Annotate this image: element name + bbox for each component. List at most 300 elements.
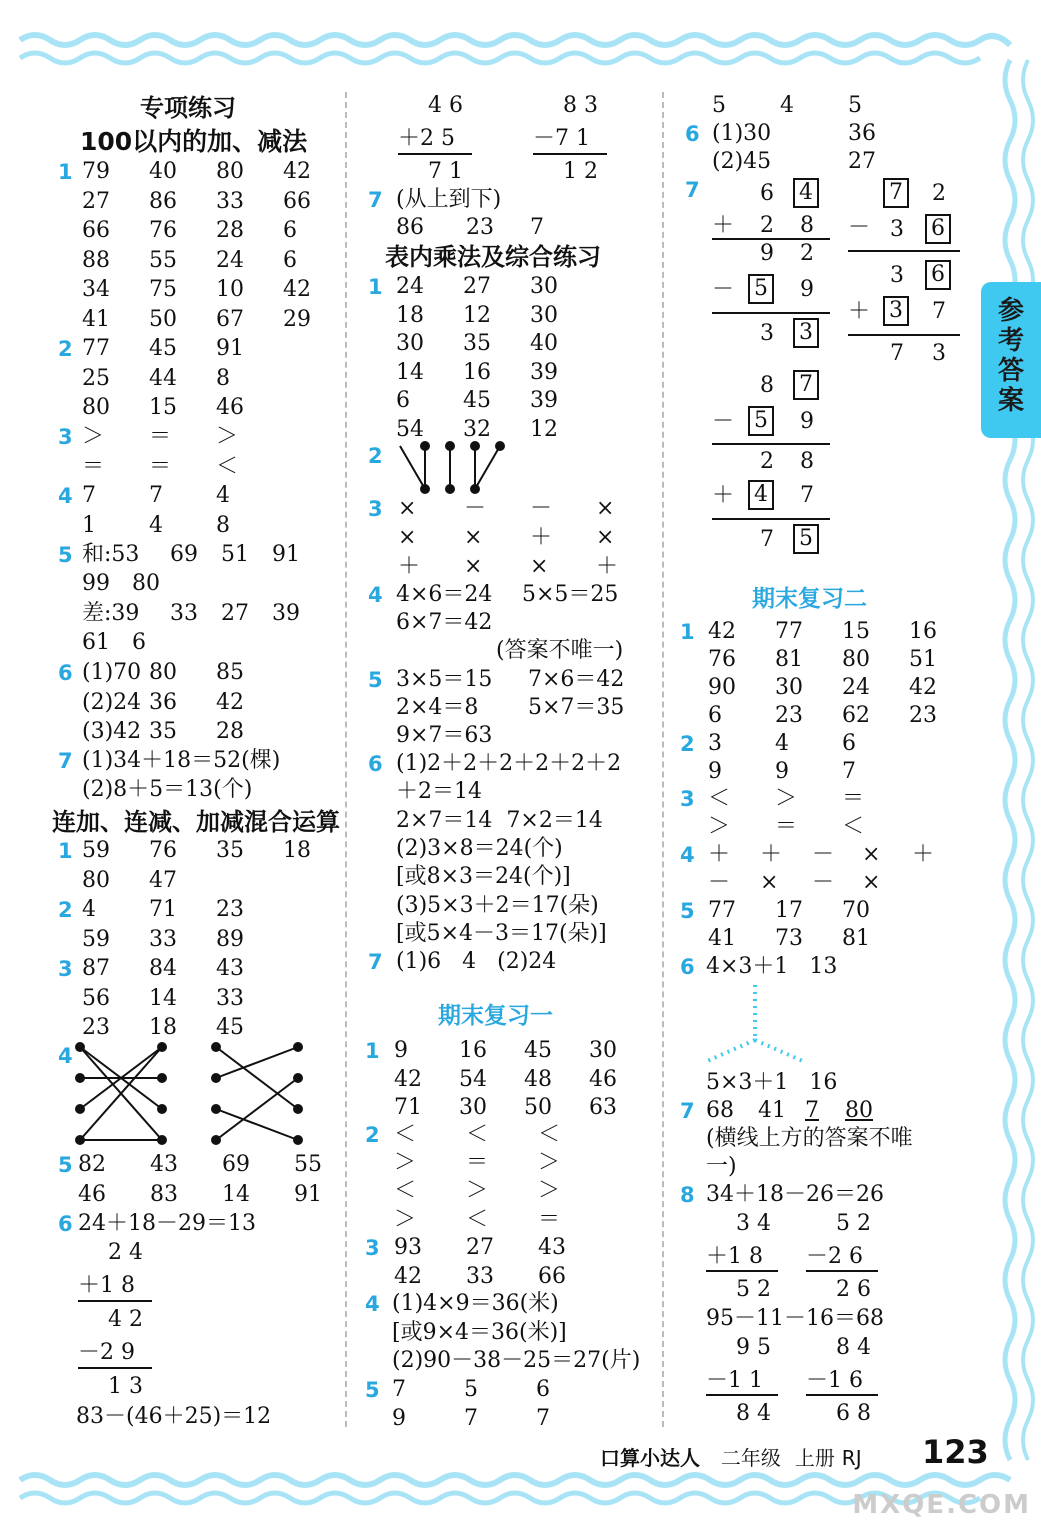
- r1-cell: 45: [524, 1038, 552, 1063]
- footer-info: 口算小达人 二年级 上册 RJ: [600, 1446, 862, 1470]
- q1-cell: 10: [216, 277, 244, 302]
- q7-note: (从上到下): [396, 187, 502, 212]
- q1-cell: 66: [283, 188, 311, 214]
- q1-cell: 50: [149, 306, 177, 332]
- calc: －1 6: [806, 1368, 863, 1393]
- q6-line: [或8×3＝24(个)]: [396, 864, 571, 890]
- calc: －2 6: [806, 1244, 863, 1269]
- q1-cell: 66: [82, 218, 110, 243]
- r3-cell: 66: [538, 1263, 566, 1289]
- q3-symbol: ×: [398, 496, 417, 521]
- q3-symbol: －: [464, 496, 487, 521]
- question-number: 7: [685, 178, 700, 202]
- question-number: 6: [58, 1212, 73, 1236]
- calc-rule: [712, 518, 830, 520]
- r2-cell: ＞: [538, 1150, 561, 1176]
- q5-cell: 51: [221, 542, 249, 567]
- question-number: 1: [58, 839, 73, 863]
- q1-cell: 33: [216, 188, 244, 214]
- r2-cell: ＜: [466, 1122, 489, 1147]
- question-number: 1: [368, 275, 383, 299]
- r1-cell: 23: [775, 703, 803, 728]
- r7-cell: 68: [706, 1098, 734, 1123]
- boxed-digit: [748, 480, 774, 510]
- calc: 8 4: [836, 1335, 871, 1360]
- r2-cell: 7: [842, 759, 856, 784]
- q7-cell: 23: [466, 215, 494, 240]
- q2-cell: 45: [149, 336, 177, 361]
- q1-cell: 67: [216, 306, 244, 332]
- r1-cell: 15: [842, 619, 870, 644]
- q7-cell: 7: [530, 215, 544, 240]
- calc: －: [712, 409, 735, 434]
- calc: ＋: [712, 483, 735, 508]
- q6-cell: 36: [848, 121, 876, 146]
- question-number: 2: [365, 1123, 380, 1147]
- q6-cell: (3)42: [82, 719, 142, 744]
- q4-cell: 1: [82, 512, 96, 538]
- boxed-digit: [748, 274, 774, 304]
- r2-cell: ＞: [394, 1206, 417, 1232]
- q2-cell: 77: [82, 336, 110, 361]
- s2q3-cell: 43: [216, 956, 244, 981]
- r3-cell: ＜: [708, 786, 731, 811]
- calc: 83－(46＋25)＝12: [76, 1404, 272, 1429]
- calc-rule: [706, 1394, 778, 1396]
- calc: 3: [760, 321, 774, 346]
- question-number: 5: [680, 899, 695, 923]
- calc: 8: [760, 373, 774, 398]
- calc: ＋: [712, 213, 735, 238]
- calc: 7: [760, 527, 774, 552]
- question-number: 1: [58, 160, 73, 184]
- answer-box: 3: [793, 318, 819, 348]
- q4-note: (答案不唯一): [496, 638, 624, 663]
- s2q3-cell: 84: [149, 956, 177, 981]
- s2q5-cell: 83: [150, 1181, 178, 1207]
- answer-box: 7: [793, 370, 819, 400]
- q1-cell: 12: [463, 302, 491, 328]
- question-number: 6: [58, 661, 73, 685]
- s2q3-cell: 33: [216, 985, 244, 1011]
- calc: 24＋18－29＝13: [78, 1211, 256, 1236]
- calc: 4 6: [428, 93, 463, 118]
- r6-line: 5×3＋1 16: [706, 1070, 838, 1095]
- q2-cell: 8: [216, 365, 230, 391]
- q1-cell: 30: [396, 331, 424, 356]
- calc: 2: [932, 181, 946, 206]
- question-number: 4: [680, 843, 695, 867]
- r5-cell: 81: [842, 926, 870, 951]
- matching-lines-4: [76, 1043, 302, 1144]
- r2-cell: ＞: [466, 1178, 489, 1204]
- r1-cell: 24: [842, 675, 870, 700]
- question-number: 2: [58, 337, 73, 361]
- q2-cell: 46: [216, 395, 244, 420]
- question-number: 3: [58, 957, 73, 981]
- answer-box: 5: [793, 524, 819, 554]
- question-number: 7: [368, 950, 383, 974]
- calc-rule: [398, 153, 472, 155]
- s2q2-cell: 33: [149, 926, 177, 952]
- calc-rule: [78, 1367, 152, 1369]
- r3-cell: 93: [394, 1235, 422, 1260]
- r7-note: 一): [706, 1154, 737, 1179]
- r3-cell: ＞: [708, 814, 731, 839]
- question-number: 8: [680, 1183, 695, 1207]
- r7-cell: 7: [805, 1098, 819, 1123]
- s2q1-cell: 35: [216, 838, 244, 863]
- r1-cell: 90: [708, 675, 736, 700]
- r5-cell: 7: [464, 1405, 478, 1431]
- q4-cell: 7: [82, 483, 96, 508]
- calc: 7: [800, 483, 814, 508]
- calc: 1 3: [108, 1374, 143, 1399]
- q4-cell: 4: [149, 512, 163, 538]
- q1-cell: 27: [463, 274, 491, 299]
- r1-cell: 9: [394, 1038, 408, 1063]
- q6-line: (2)3×8＝24(个): [396, 835, 563, 861]
- s2q1-cell: 47: [149, 867, 177, 893]
- q3-symbol: ×: [464, 554, 483, 579]
- r4-symbol: ＋: [912, 842, 935, 867]
- q6-line: (1)2＋2＋2＋2＋2＋2: [396, 751, 622, 776]
- calc-rule: [706, 1270, 778, 1272]
- calc: 2: [760, 449, 774, 474]
- question-number: 4: [368, 583, 383, 607]
- question-number: 3: [680, 787, 695, 811]
- q5-cell: 80: [132, 571, 160, 596]
- r5-cell: 77: [708, 898, 736, 923]
- q1-cell: 18: [396, 302, 424, 328]
- r3-cell: 43: [538, 1235, 566, 1260]
- q1-cell: 41: [82, 306, 110, 332]
- q1-cell: 45: [463, 388, 491, 413]
- s2q3-cell: 45: [216, 1015, 244, 1040]
- s2q1-cell: 59: [82, 838, 110, 863]
- q6-cell: 85: [216, 660, 244, 685]
- r1-cell: 30: [459, 1095, 487, 1120]
- boxed-digit: [793, 370, 819, 400]
- s2q3-cell: 56: [82, 985, 110, 1011]
- r4-symbol: ×: [862, 842, 881, 867]
- q5-cell: 61: [82, 630, 110, 655]
- q6-cell: 42: [216, 689, 244, 715]
- cell: 4: [780, 93, 794, 118]
- question-number: 6: [685, 122, 700, 146]
- question-number: 1: [680, 620, 695, 644]
- s2q5-cell: 91: [294, 1181, 322, 1207]
- q4-cell: 8: [216, 512, 230, 538]
- r6-line: 4×3＋1 13: [706, 954, 838, 979]
- r1-cell: 6: [708, 703, 722, 728]
- q1-cell: 24: [396, 274, 424, 299]
- q5-cell: 69: [170, 542, 198, 567]
- r1-cell: 42: [394, 1066, 422, 1092]
- q6-cell: 28: [216, 719, 244, 744]
- r1-cell: 63: [589, 1095, 617, 1120]
- question-number: 5: [365, 1378, 380, 1402]
- q1-cell: 39: [530, 388, 558, 413]
- r2-cell: ＜: [538, 1122, 561, 1147]
- r1-cell: 54: [459, 1066, 487, 1092]
- q5-cell: 33: [170, 601, 198, 626]
- calc: 1 2: [563, 159, 598, 184]
- calc-rule: [533, 153, 607, 155]
- q1-cell: 28: [216, 218, 244, 243]
- q1-cell: 30: [530, 274, 558, 299]
- q3-cell: ＜: [216, 453, 239, 479]
- r3-cell: 33: [466, 1263, 494, 1289]
- calc-rule: [806, 1394, 878, 1396]
- r1-cell: 76: [708, 647, 736, 672]
- r1-cell: 48: [524, 1066, 552, 1092]
- calc: 3: [932, 341, 946, 366]
- boxed-digit: [883, 296, 909, 326]
- s2q5-cell: 82: [78, 1152, 106, 1177]
- s2q3-cell: 14: [149, 985, 177, 1011]
- r1-cell: 30: [589, 1038, 617, 1063]
- q3-symbol: ×: [596, 525, 615, 550]
- question-number: 5: [368, 668, 383, 692]
- calc-rule: [78, 1300, 152, 1302]
- q6-cell: 27: [848, 149, 876, 174]
- calc: 9: [760, 241, 774, 266]
- q1-cell: 42: [283, 159, 311, 184]
- calc: 9: [800, 277, 814, 302]
- question-number: 3: [58, 425, 73, 449]
- r2-cell: ＞: [394, 1150, 417, 1176]
- calc: 8: [800, 449, 814, 474]
- s2q2-cell: 23: [216, 897, 244, 922]
- q3-symbol: ＋: [596, 554, 619, 579]
- r2-cell: 9: [775, 759, 789, 784]
- calc: 3: [890, 217, 904, 242]
- r1-cell: 42: [909, 675, 937, 700]
- r7-cell: 41: [758, 1098, 786, 1123]
- r2-cell: ＝: [466, 1150, 489, 1176]
- q6-cell: (2)24: [82, 689, 142, 715]
- q1-cell: 34: [82, 277, 110, 302]
- r1-cell: 46: [589, 1066, 617, 1092]
- r4-symbol: －: [812, 870, 835, 895]
- q1-cell: 35: [463, 331, 491, 356]
- question-number: 7: [58, 749, 73, 773]
- q3-symbol: ×: [398, 525, 417, 550]
- r1-cell: 16: [459, 1038, 487, 1063]
- calc: ＋2 5: [398, 126, 455, 151]
- r2-cell: 6: [842, 731, 856, 756]
- q6-line: [或5×4－3＝17(朵)]: [396, 920, 607, 946]
- cell: 5: [848, 93, 862, 118]
- q3-symbol: ×: [530, 554, 549, 579]
- r4-line: [或9×4＝36(米)]: [392, 1319, 567, 1345]
- r3-cell: ＜: [842, 814, 865, 839]
- r3-cell: 42: [394, 1263, 422, 1289]
- r5-cell: 5: [464, 1377, 478, 1402]
- q5-cell: 3×5＝15: [396, 667, 493, 692]
- s2q2-cell: 4: [82, 897, 96, 922]
- q2-cell: 91: [216, 336, 244, 361]
- q3-cell: ＞: [216, 424, 239, 449]
- q5-cell: 和:53: [82, 542, 140, 567]
- answer-box: 6: [925, 260, 951, 290]
- q4-cell: 6×7＝42: [396, 610, 493, 635]
- boxed-digit: [925, 214, 951, 244]
- s2q1-cell: 80: [82, 867, 110, 893]
- calc: 2 4: [108, 1240, 143, 1265]
- q1-cell: 54: [396, 416, 424, 442]
- q1-cell: 79: [82, 159, 110, 184]
- question-number: 4: [58, 484, 73, 508]
- q1-cell: 42: [283, 277, 311, 302]
- r3-cell: 27: [466, 1235, 494, 1260]
- r1-cell: 71: [394, 1095, 422, 1120]
- calc: ＋1 8: [78, 1273, 135, 1298]
- calc: 7: [890, 341, 904, 366]
- calc-rule: [712, 238, 830, 240]
- q6-line: (3)5×3＋2＝17(朵): [396, 892, 599, 918]
- answer-box: 6: [925, 214, 951, 244]
- section-title: 专项练习: [140, 94, 236, 122]
- r4-symbol: －: [812, 842, 835, 867]
- r5-cell: 7: [392, 1377, 406, 1402]
- s2q2-cell: 71: [149, 897, 177, 922]
- answer-box: 4: [748, 480, 774, 510]
- r5-cell: 6: [536, 1377, 550, 1402]
- r2-cell: ＝: [538, 1206, 561, 1232]
- boxed-digit: [793, 318, 819, 348]
- boxed-digit: [883, 178, 909, 208]
- q1-cell: 6: [283, 247, 297, 273]
- answer-box: 5: [748, 406, 774, 436]
- q5-cell: 5×7＝35: [528, 695, 625, 720]
- calc: －7 1: [533, 126, 590, 151]
- calc: 34＋18－26＝26: [706, 1182, 884, 1207]
- q3-symbol: ＋: [530, 525, 553, 550]
- question-number: 1: [365, 1039, 380, 1063]
- answer-tab: 参考答案: [981, 282, 1041, 438]
- calc: 3: [890, 263, 904, 288]
- r1-cell: 51: [909, 647, 937, 672]
- q6-line: ＋2＝14: [396, 779, 482, 805]
- q1-cell: 16: [463, 359, 491, 385]
- q4-cell: 4: [216, 483, 230, 508]
- r3-cell: ＝: [842, 786, 865, 811]
- subtitle-multiply: 表内乘法及综合练习: [385, 243, 601, 271]
- calc: 7 1: [428, 159, 463, 184]
- q6-line: 2×7＝14 7×2＝14: [396, 807, 603, 833]
- calc: 9: [800, 409, 814, 434]
- q6-cell: 80: [149, 660, 177, 685]
- s2q3-cell: 23: [82, 1015, 110, 1040]
- r4-symbol: ×: [862, 870, 881, 895]
- r2-cell: ＜: [394, 1178, 417, 1204]
- divider-2: [662, 92, 664, 1427]
- calc: ＋1 8: [706, 1244, 763, 1269]
- q1-cell: 27: [82, 188, 110, 214]
- s2q3-cell: 18: [149, 1015, 177, 1040]
- calc: 2 6: [836, 1277, 871, 1302]
- r7-note: (横线上方的答案不唯: [706, 1126, 913, 1151]
- question-number: 6: [368, 752, 383, 776]
- r1-cell: 42: [708, 619, 736, 644]
- answer-box: 5: [748, 274, 774, 304]
- r7-cell: 80: [845, 1098, 873, 1123]
- q6-cell: 35: [149, 719, 177, 744]
- question-number: 3: [368, 497, 383, 521]
- q1-cell: 76: [149, 218, 177, 243]
- calc: ＋: [848, 299, 871, 324]
- q3-cell: ＝: [149, 424, 172, 449]
- r4-symbol: ＋: [708, 842, 731, 867]
- question-number: 4: [365, 1292, 380, 1316]
- calc: 5 2: [836, 1211, 871, 1236]
- page-number: 123: [922, 1433, 989, 1471]
- question-number: 7: [368, 188, 383, 212]
- q2-cell: 80: [82, 395, 110, 420]
- q4-cell: 4×6＝24: [396, 582, 493, 607]
- q1-cell: 86: [149, 188, 177, 214]
- s2q5-cell: 55: [294, 1152, 322, 1177]
- q7-line: (1)34＋18＝52(棵): [82, 748, 281, 773]
- r1-cell: 77: [775, 619, 803, 644]
- q5-cell: 差:39: [82, 601, 140, 626]
- r4-line: (1)4×9＝36(米): [392, 1291, 559, 1316]
- section-review-1: 期末复习一: [438, 1003, 553, 1029]
- r4-line: (2)90－38－25＝27(片): [392, 1348, 641, 1373]
- answer-box: 3: [883, 296, 909, 326]
- calc-rule: [848, 334, 960, 336]
- q1-cell: 30: [530, 302, 558, 328]
- calc-rule: [848, 250, 960, 252]
- s2q3-cell: 87: [82, 956, 110, 981]
- r5-cell: 17: [775, 898, 803, 923]
- r3-cell: ＞: [775, 786, 798, 811]
- q4-cell: 5×5＝25: [522, 582, 619, 607]
- answer-box: 7: [883, 178, 909, 208]
- q5-cell: 99: [82, 571, 110, 596]
- q3-cell: ＝: [82, 453, 105, 479]
- question-number: 4: [58, 1044, 73, 1068]
- boxed-digit: [793, 178, 819, 208]
- s2q5-cell: 69: [222, 1152, 250, 1177]
- q6-cell: (1)30: [712, 121, 772, 146]
- r2-cell: 4: [775, 731, 789, 756]
- q1-cell: 24: [216, 247, 244, 273]
- q6-cell: (2)45: [712, 149, 772, 174]
- s2q5-cell: 14: [222, 1181, 250, 1207]
- boxed-digit: [748, 406, 774, 436]
- q2-cell: 25: [82, 365, 110, 391]
- s2q5-cell: 43: [150, 1152, 178, 1177]
- q1-cell: 75: [149, 277, 177, 302]
- q1-cell: 32: [463, 416, 491, 442]
- calc: －: [712, 277, 735, 302]
- boxed-digit: [925, 260, 951, 290]
- subtitle-mixed: 连加、连减、加减混合运算: [52, 808, 340, 836]
- calc-rule: [712, 312, 830, 314]
- calc: 8 4: [736, 1401, 771, 1426]
- r1-cell: 62: [842, 703, 870, 728]
- r1-cell: 81: [775, 647, 803, 672]
- r1-cell: 30: [775, 675, 803, 700]
- r1-cell: 16: [909, 619, 937, 644]
- q1-cell: 40: [530, 331, 558, 356]
- q5-cell: 2×4＝8: [396, 695, 479, 720]
- q4-cell: 7: [149, 483, 163, 508]
- calc: 3 4: [736, 1211, 771, 1236]
